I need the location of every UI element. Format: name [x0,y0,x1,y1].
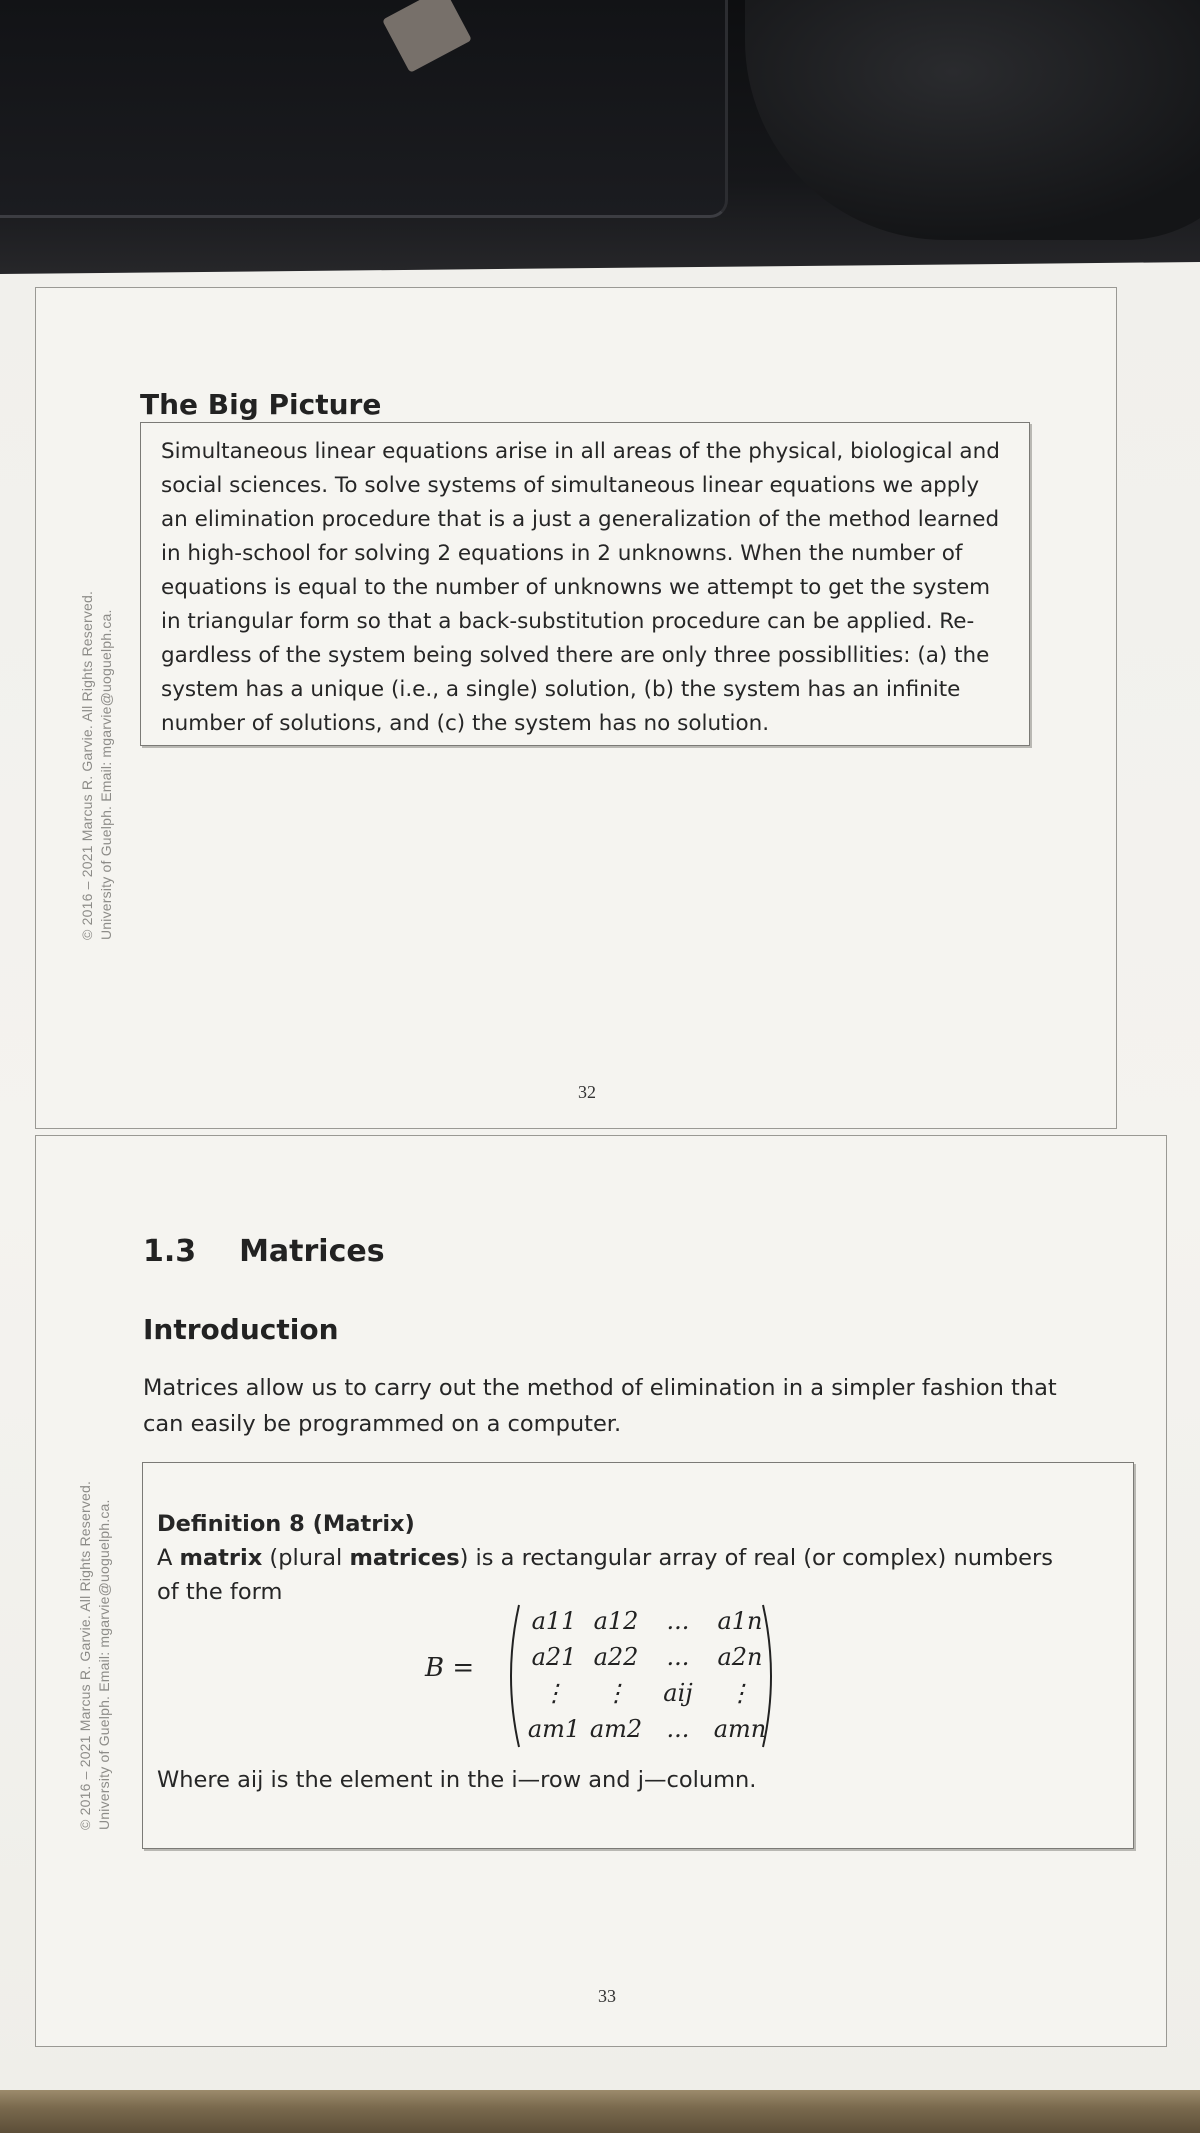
box-line: gardless of the system being solved there are only three possibllities: (a) the [161,643,990,668]
section-name: Matrices [239,1234,385,1269]
subheading: Introduction [143,1313,339,1346]
copyright-notice [78,591,116,940]
section-number: 1.3 [143,1234,197,1269]
matrix-row: a21 a22 ... a2n [531,1643,763,1671]
definition-box [142,1462,1134,1849]
definition-line-1: A matrix (plural matrices) is a rectangular array of real (or complex) numbers [157,1545,1053,1571]
intro-line: Matrices allow us to carry out the method of elimination in a simpler fashion that [143,1375,1057,1401]
copyright-line-1: © 2016 – 2021 Marcus R. Garvie. All Rights Reserved. [79,590,95,940]
matrix-row: a11 a12 ... a1n [531,1607,763,1635]
page-number: 32 [578,1082,596,1102]
copyright-line-2: University of Guelph. Email: mgarvie@uoguelph.ca. [96,1499,112,1830]
page-number: 33 [598,1986,616,2006]
box-line: social sciences. To solve systems of simultaneous linear equations we apply [161,473,980,498]
table-edge [0,2090,1200,2133]
definition-line-2: of the form [157,1579,283,1605]
definition-title: Definition 8 (Matrix) [157,1511,415,1537]
matrix-lhs: B = [425,1653,475,1683]
matrix-row: ⋮ ⋮ aij ⋮ [542,1679,752,1707]
box-line: an elimination procedure that is a just a generalization of the method learned [161,507,1000,532]
matrix-row: am1 am2 ... amn [527,1715,767,1743]
definition-content [157,1507,1117,1609]
matrix-entries [523,1603,771,1747]
box-line: number of solutions, and (c) the system has no solution. [161,711,770,736]
big-picture-box [140,422,1030,746]
box-line: equations is equal to the number of unknowns we attempt to get the system [161,575,991,600]
where-line: Where aij is the element in the i—row and j—column. [157,1767,757,1793]
copyright-notice [76,1481,114,1830]
intro-paragraph [143,1370,1093,1442]
section-heading: The Big Picture [140,388,382,421]
box-line: Simultaneous linear equations arise in all areas of the physical, biological and [161,439,1000,464]
laptop-edge [0,0,728,218]
intro-line: can easily be programmed on a computer. [143,1411,622,1437]
copyright-line-2: University of Guelph. Email: mgarvie@uoguelph.ca. [98,609,114,940]
copyright-line-1: © 2016 – 2021 Marcus R. Garvie. All Rights Reserved. [77,1480,93,1830]
box-line: in high-school for solving 2 equations in 2 unknowns. When the number of [161,541,963,566]
box-line: system has a unique (i.e., a single) solution, (b) the system has an infinite [161,677,961,702]
big-picture-text [161,435,1021,741]
section-title [143,1234,385,1269]
box-line: in triangular form so that a back-substitution procedure can be applied. Re- [161,609,975,634]
